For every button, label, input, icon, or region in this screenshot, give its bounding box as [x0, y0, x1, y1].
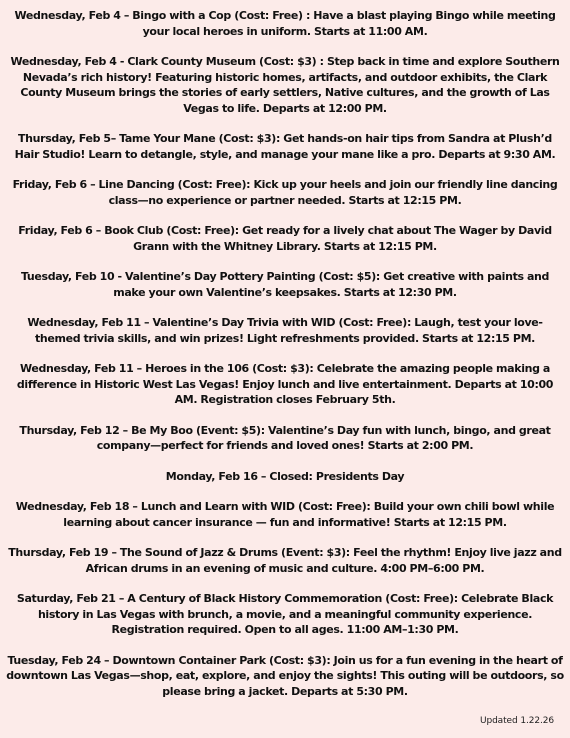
event-downtown-container-park: Tuesday, Feb 24 – Downtown Container Park (Cost: $3): Join us for a fun evening in the heart of downtown Las Vegas—shop, eat, explore, and enjoy the sights! This outing will be outdoors, so please bring a jacket. Departs at 5:30 PM. — [6, 653, 564, 698]
event-bingo-with-a-cop: Wednesday, Feb 4 – Bingo with a Cop (Cost: Free) : Have a blast playing Bingo while meeting your local heroes in uniform. Starts at 11:00 AM. — [14, 9, 556, 38]
event-heroes-in-the-106: Wednesday, Feb 11 – Heroes in the 106 (Cost: $3): Celebrate the amazing people making a difference in Historic West Las Vegas! Enjoy lunch and live entertainment. Departs at 10:00 AM. Registration closes February 5th. — [16, 362, 554, 406]
event-line-dancing: Friday, Feb 6 – Line Dancing (Cost: Free): Kick up your heels and join our friendly line dancing class—no experience or partner needed. Starts at 12:15 PM. — [12, 178, 558, 207]
event-book-club: Friday, Feb 6 – Book Club (Cost: Free): Get ready for a lively chat about The Wager by David Grann with the Whitney Library. Starts at 12:15 PM. — [18, 224, 552, 253]
event-be-my-boo: Thursday, Feb 12 – Be My Boo (Event: $5): Valentine’s Day fun with lunch, bingo, and great company—perfect for friends and loved ones! Starts at 2:00 PM. — [19, 423, 551, 452]
updated-date: Updated 1.22.26 — [479, 716, 554, 726]
event-valentines-pottery-painting: Tuesday, Feb 10 - Valentine’s Day Pottery Painting (Cost: $5): Get creative with paints and make your own Valentine’s keepsakes. Starts at 12:30 PM. — [20, 270, 550, 299]
event-sound-of-jazz-and-drums: Thursday, Feb 19 – The Sound of Jazz & Drums (Event: $3): Feel the rhythm! Enjoy live jazz and African drums in an evening of music and culture. 4:00 PM–6:00 PM. — [8, 546, 562, 575]
event-closed-presidents-day: Monday, Feb 16 – Closed: Presidents Day — [165, 469, 405, 483]
events-list — [6, 8, 564, 714]
event-tame-your-mane: Thursday, Feb 5– Tame Your Mane (Cost: $3): Get hands-on hair tips from Sandra at Plush’d Hair Studio! Learn to detangle, style, and manage your mane like a pro. Departs at 9:30 AM. — [14, 132, 556, 161]
event-valentines-trivia: Wednesday, Feb 11 – Valentine’s Day Trivia with WID (Cost: Free): Laugh, test your love-themed trivia skills, and win prizes! Light refreshments provided. Starts at 12:15 PM. — [27, 316, 543, 345]
event-clark-county-museum: Wednesday, Feb 4 - Clark County Museum (Cost: $3) : Step back in time and explore Southern Nevada’s rich history! Featuring historic homes, artifacts, and outdoor exhibits, the Clark County Museum brings the stories of early settlers, Native cultures, and the growth of Las Vegas to life. Departs at 12:00 PM. — [10, 55, 560, 115]
event-black-history-commemoration: Saturday, Feb 21 – A Century of Black History Commemoration (Cost: Free): Celebrate Black history in Las Vegas with brunch, a movie, and a meaningful community experience. Registration required. Open to all ages. 11:00 AM–1:30 PM. — [16, 592, 554, 636]
event-lunch-and-learn: Wednesday, Feb 18 – Lunch and Learn with WID (Cost: Free): Build your own chili bowl while learning about cancer insurance — fun and informative! Starts at 12:15 PM. — [15, 500, 555, 529]
